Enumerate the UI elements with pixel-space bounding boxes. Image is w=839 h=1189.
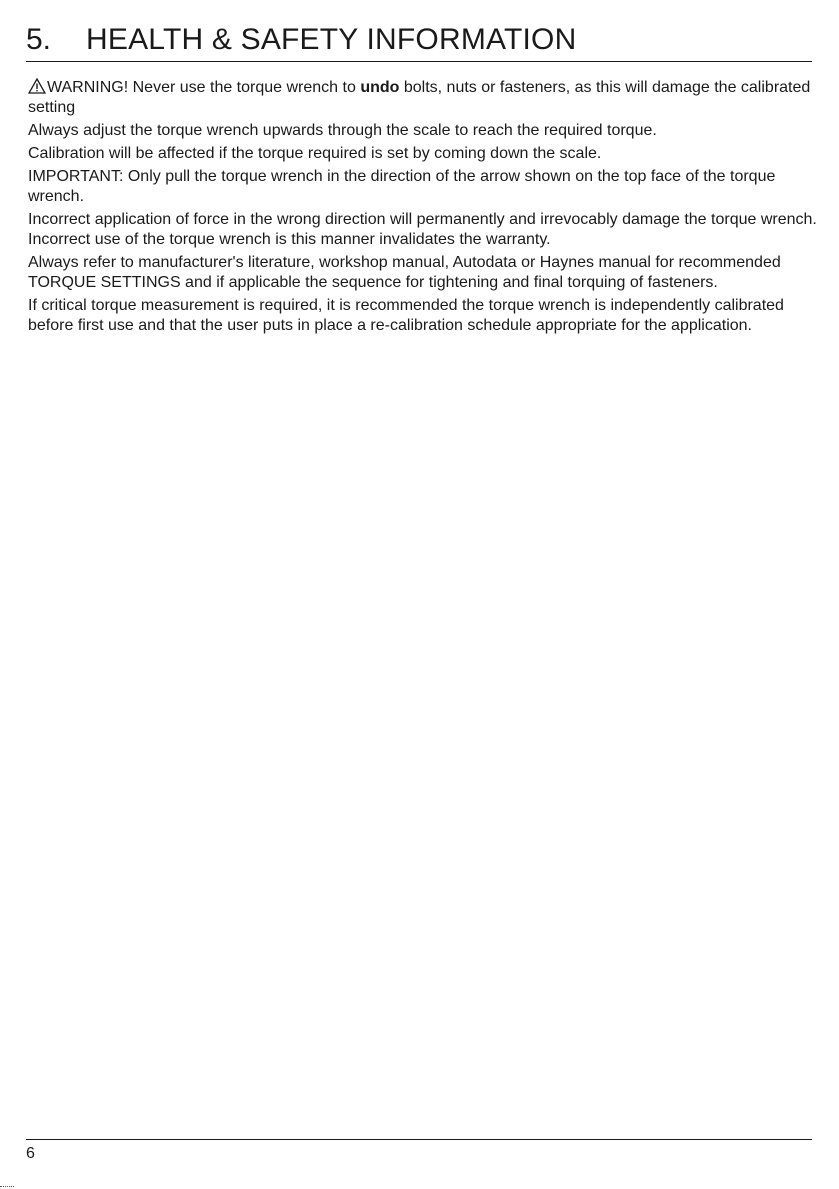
warning-text-suffix: bolts, nuts or fasteners, as this will damage the calibrated setting	[28, 79, 811, 116]
warning-triangle-icon	[28, 78, 46, 94]
paragraph-incorrect-application: Incorrect application of force in the wrong direction will permanently and irrevocably damage the torque wrench. Incorrect use of the torque wrench is this manner invalidates the warranty.	[28, 211, 817, 248]
safety-content	[28, 78, 818, 339]
warning-paragraph	[28, 78, 818, 118]
section-number: 5.	[26, 23, 52, 56]
header-rule	[26, 61, 812, 62]
page-header	[26, 22, 812, 62]
warning-text-bold: undo	[360, 79, 400, 96]
paragraph-critical-measurement: If critical torque measurement is required, it is recommended the torque wrench is independently calibrated before first use and that the user puts in place a re-calibration schedule appropriate for the application.	[28, 297, 784, 334]
paragraph-calibration: Calibration will be affected if the torque required is set by coming down the scale.	[28, 145, 602, 162]
paragraph-adjust-upwards: Always adjust the torque wrench upwards through the scale to reach the required torque.	[28, 122, 657, 139]
corner-mark	[0, 1186, 14, 1187]
paragraph-important: IMPORTANT: Only pull the torque wrench in the direction of the arrow shown on the top face of the torque wrench.	[28, 168, 776, 205]
warning-text-prefix: WARNING! Never use the torque wrench to	[47, 79, 361, 96]
page-number: 6	[26, 1145, 35, 1162]
section-title: HEALTH & SAFETY INFORMATION	[86, 23, 577, 56]
footer-rule	[26, 1139, 812, 1140]
paragraph-refer-literature: Always refer to manufacturer's literature, workshop manual, Autodata or Haynes manual for recommended TORQUE SETTINGS and if applicable the sequence for tightening and final torquing of fasteners.	[28, 254, 781, 291]
